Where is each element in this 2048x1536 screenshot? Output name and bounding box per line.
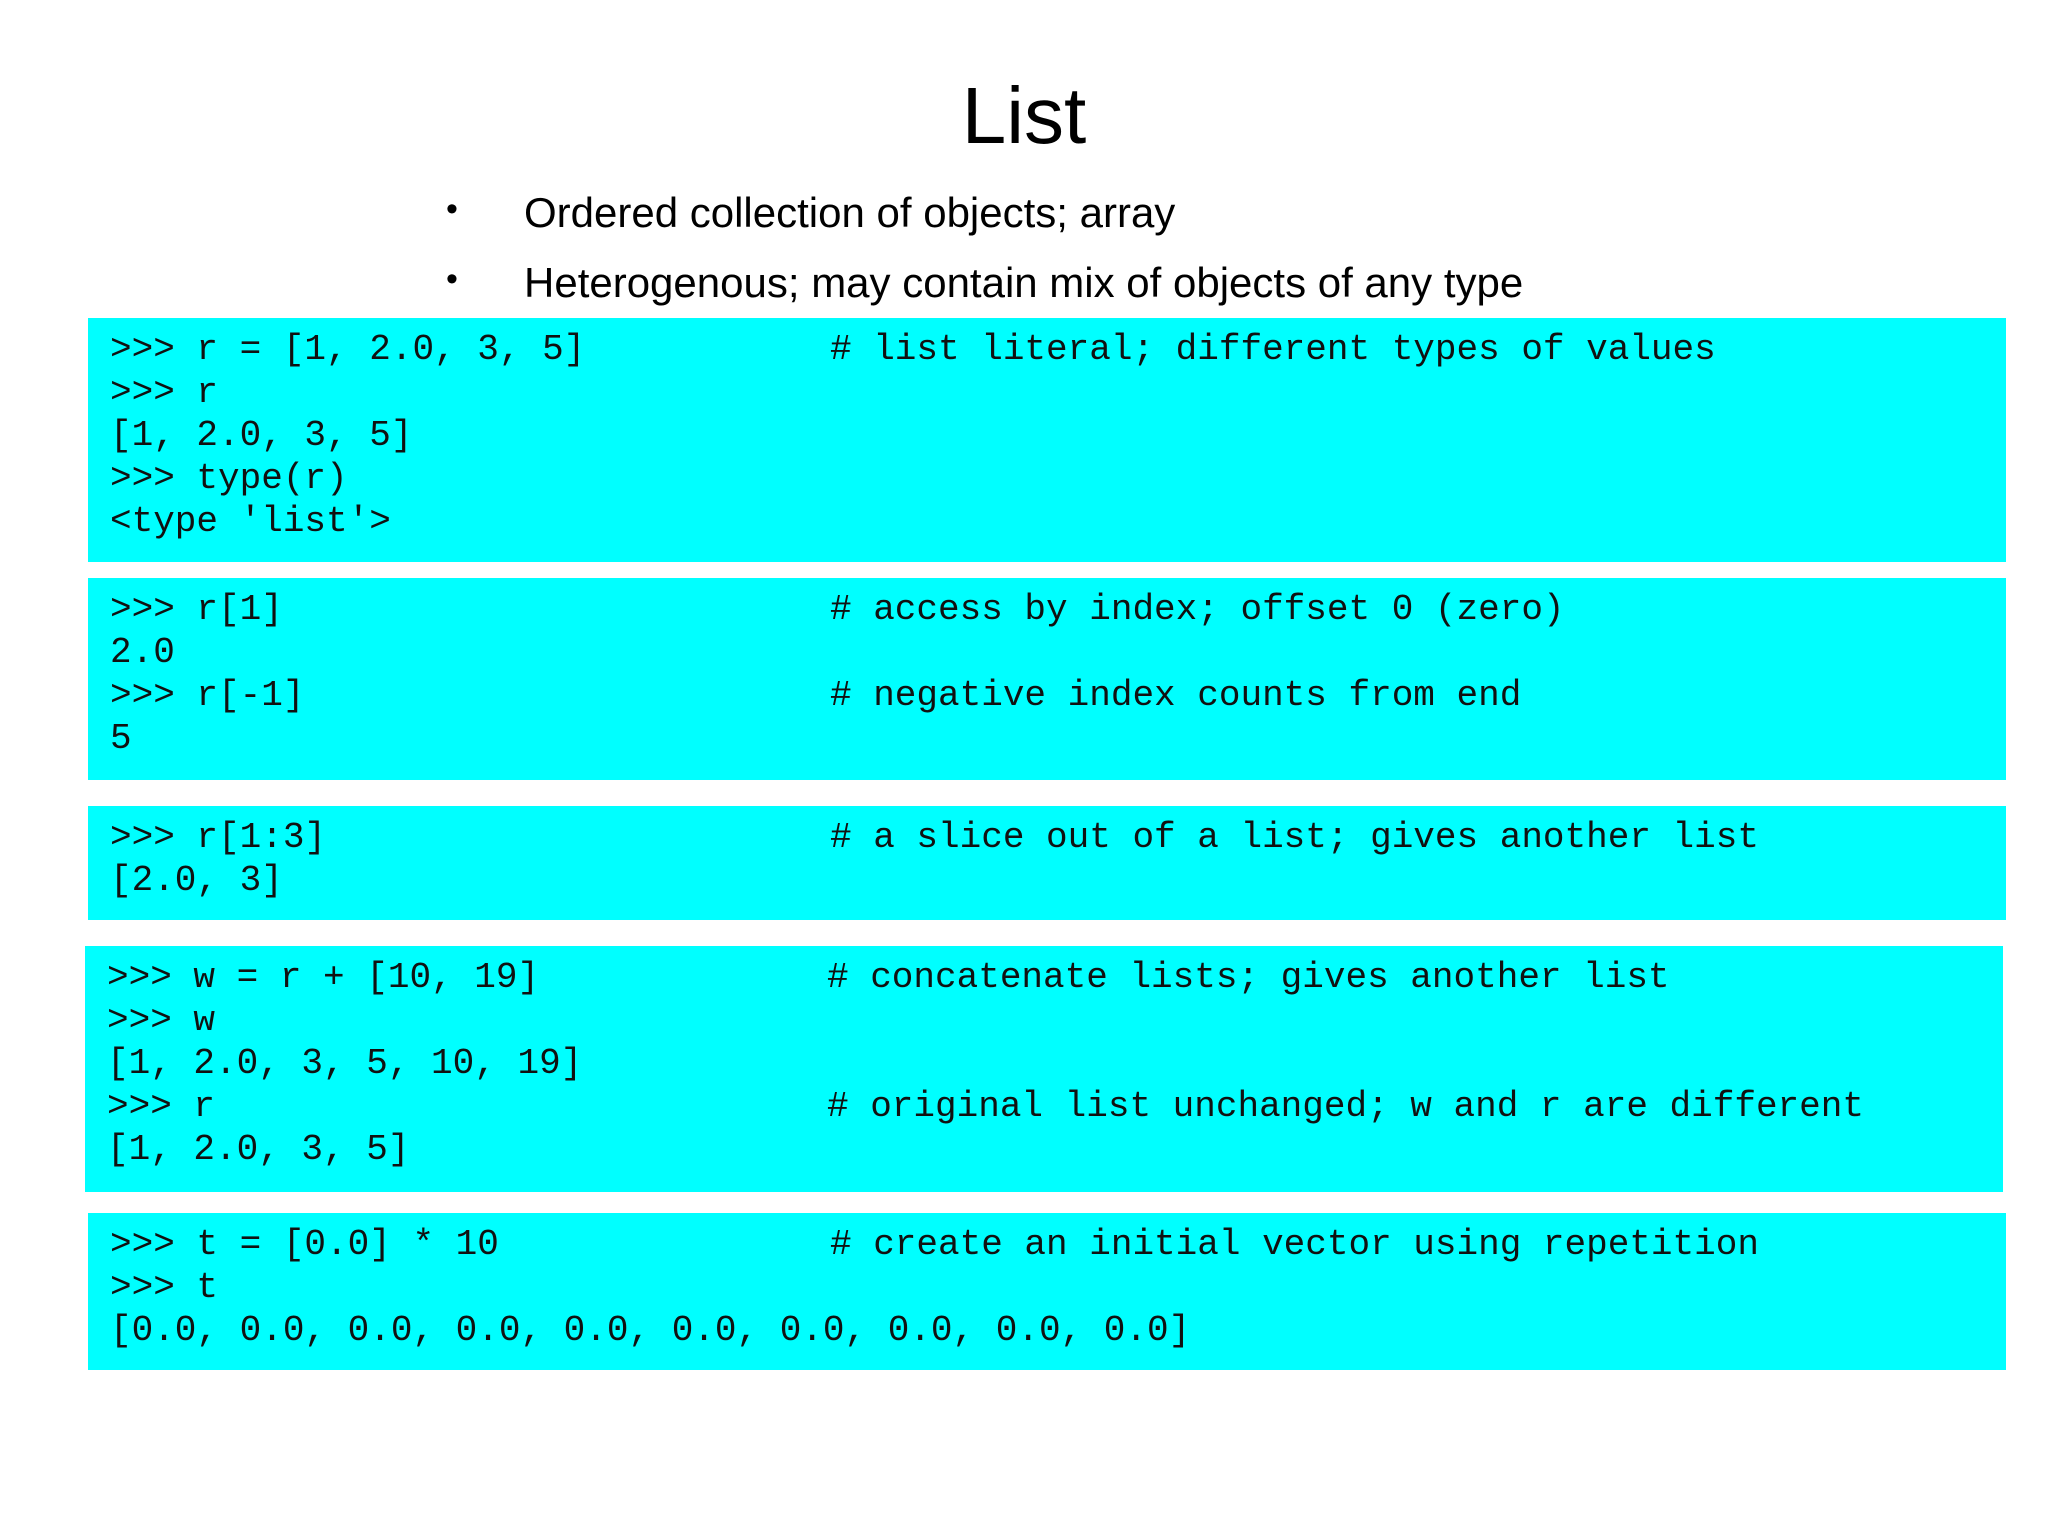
code-line xyxy=(107,999,2003,1042)
bullet-icon: • xyxy=(446,190,458,228)
code-comment: # create an initial vector using repetition xyxy=(830,1224,1759,1265)
code-text: >>> t = [0.0] * 10 xyxy=(110,1224,499,1265)
code-text: >>> w = r + [10, 19] xyxy=(107,957,540,998)
code-line xyxy=(107,956,2003,999)
code-text: 2.0 xyxy=(110,632,175,673)
code-line xyxy=(110,631,2006,674)
code-comment: # list literal; different types of values xyxy=(830,329,1716,370)
code-line xyxy=(110,588,2006,631)
bullet-text: Ordered collection of objects; array xyxy=(524,189,1176,236)
code-line xyxy=(110,717,2006,760)
code-line xyxy=(107,1128,2003,1171)
code-text: [1, 2.0, 3, 5, 10, 19] xyxy=(107,1043,583,1084)
code-line xyxy=(107,1085,2003,1128)
code-comment: # negative index counts from end xyxy=(830,675,1522,716)
code-line xyxy=(110,500,2006,543)
code-comment: # access by index; offset 0 (zero) xyxy=(830,589,1565,630)
code-line xyxy=(110,457,2006,500)
code-block-slicing xyxy=(88,806,2006,920)
code-line xyxy=(110,414,2006,457)
code-text: >>> r xyxy=(107,1086,216,1127)
code-text: <type 'list'> xyxy=(110,501,391,542)
code-line xyxy=(110,328,2006,371)
code-comment: # concatenate lists; gives another list xyxy=(827,957,1670,998)
code-line xyxy=(110,1266,2006,1309)
code-line xyxy=(107,1042,2003,1085)
code-line xyxy=(110,674,2006,717)
code-line xyxy=(110,859,2006,902)
code-line xyxy=(110,816,2006,859)
code-block-repetition xyxy=(88,1213,2006,1370)
bullet-text: Heterogenous; may contain mix of objects of any type xyxy=(524,259,1524,306)
bullet-item xyxy=(440,178,1523,248)
bullet-icon: • xyxy=(446,260,458,298)
code-text: >>> r[1:3] xyxy=(110,817,327,858)
code-text: >>> w xyxy=(107,1000,216,1041)
slide-title: List xyxy=(961,71,1087,160)
code-block-list-literal xyxy=(88,318,2006,562)
code-text: >>> r[1] xyxy=(110,589,283,630)
code-text: >>> t xyxy=(110,1267,219,1308)
code-text: >>> r[-1] xyxy=(110,675,305,716)
code-comment: # a slice out of a list; gives another list xyxy=(830,817,1759,858)
code-text: >>> r xyxy=(110,372,219,413)
code-text: >>> r = [1, 2.0, 3, 5] xyxy=(110,329,586,370)
code-text: [0.0, 0.0, 0.0, 0.0, 0.0, 0.0, 0.0, 0.0, 0.0, 0.0] xyxy=(110,1310,1191,1351)
code-text: >>> type(r) xyxy=(110,458,348,499)
code-block-indexing xyxy=(88,578,2006,780)
code-text: [1, 2.0, 3, 5] xyxy=(107,1129,410,1170)
code-text: [2.0, 3] xyxy=(110,860,283,901)
code-comment: # original list unchanged; w and r are different xyxy=(827,1086,1864,1127)
bullet-item xyxy=(440,248,1523,318)
code-line xyxy=(110,1223,2006,1266)
bullet-list xyxy=(440,178,1523,318)
code-text: 5 xyxy=(110,718,132,759)
code-line xyxy=(110,371,2006,414)
code-block-concatenation xyxy=(85,946,2003,1192)
code-text: [1, 2.0, 3, 5] xyxy=(110,415,413,456)
code-line xyxy=(110,1309,2006,1352)
